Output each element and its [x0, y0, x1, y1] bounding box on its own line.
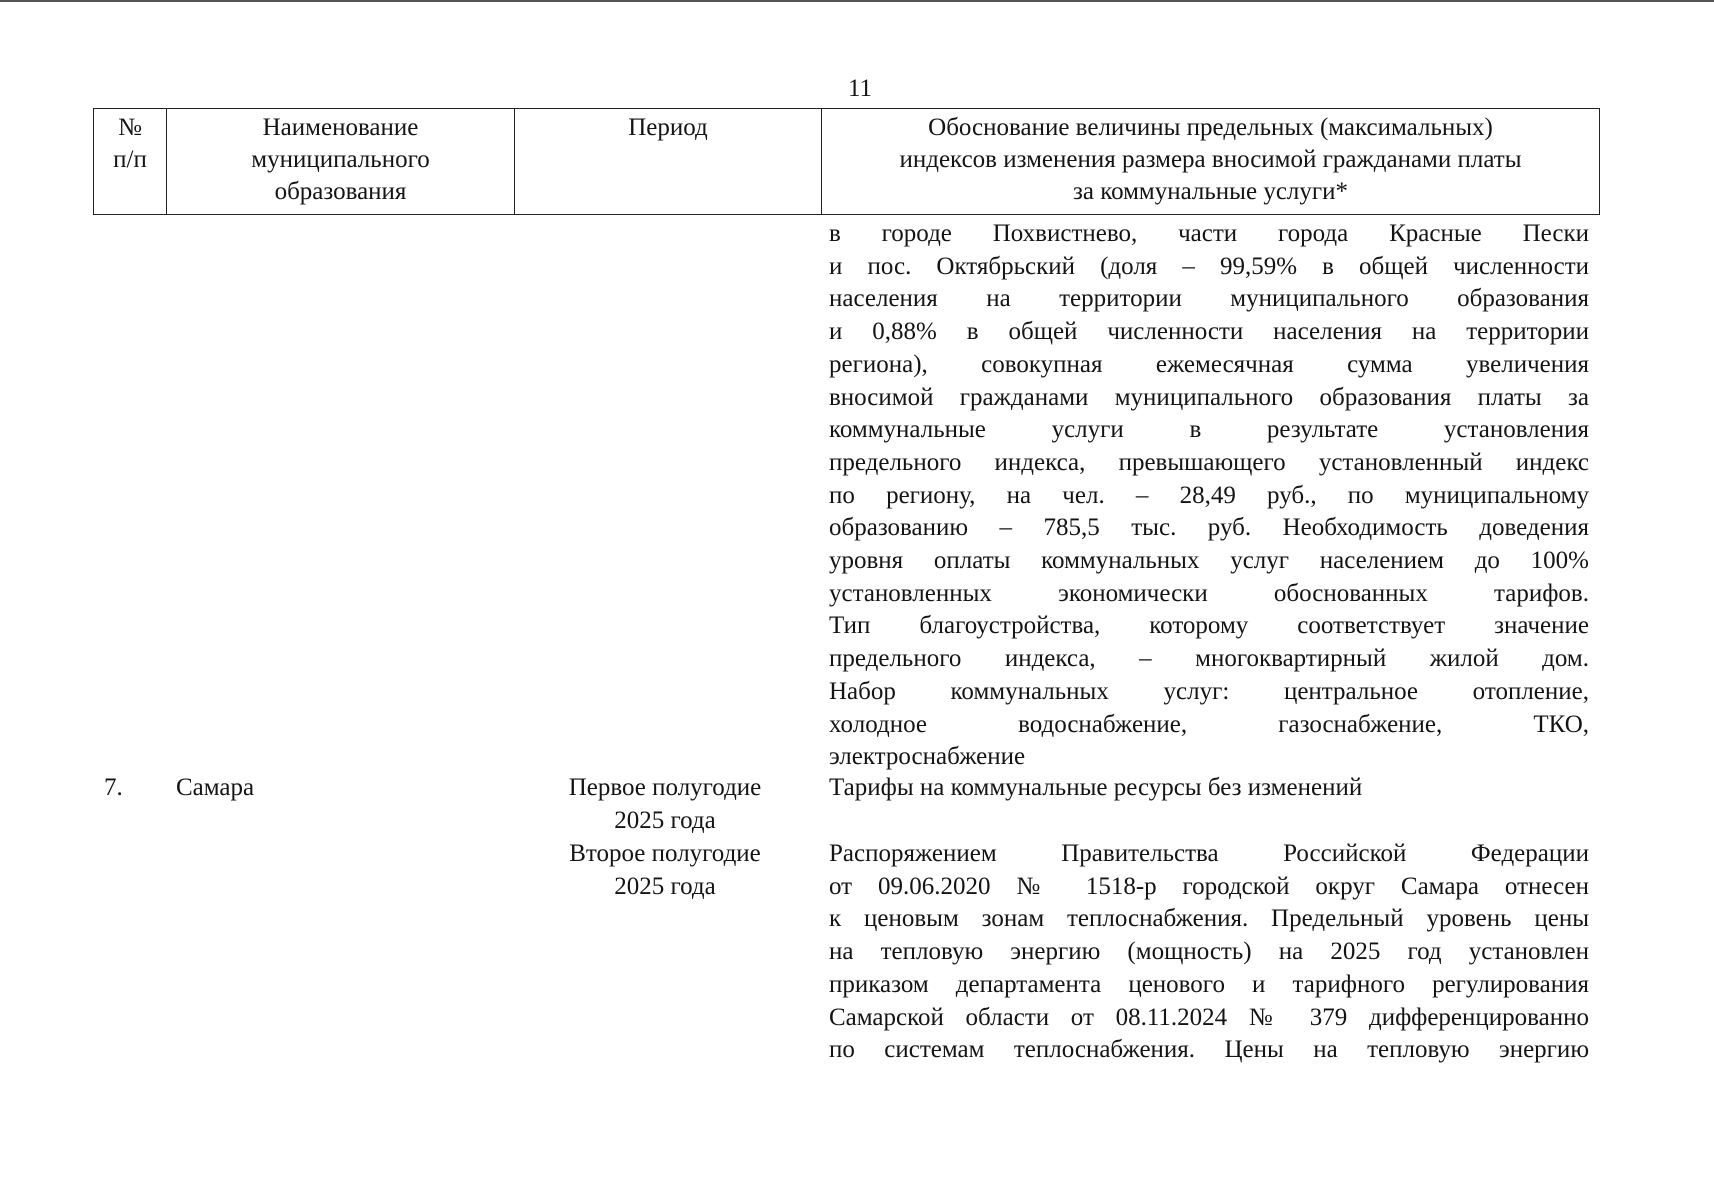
header-text: Наименование	[262, 114, 419, 141]
period-text: 2025 года	[614, 806, 716, 834]
period-second-half	[540, 838, 790, 903]
justification-first-half	[829, 772, 1589, 805]
text-line: электроснабжение	[829, 743, 1026, 771]
page-number: 11	[847, 75, 873, 102]
header-col-name	[167, 109, 515, 214]
table-header	[93, 108, 1600, 215]
header-col-period	[515, 109, 822, 214]
text-line: коммунальные услуги в результате установления	[829, 416, 1589, 444]
header-col-number	[94, 109, 167, 214]
text-line: Распоряжением Правительства Российской Федерации	[829, 840, 1589, 867]
municipality-name: Самара	[176, 774, 255, 801]
text-line: по региону, на чел. – 28,49 руб., по муниципальному	[829, 481, 1589, 509]
text-line: на тепловую энергию (мощность) на 2025 год установлен	[829, 938, 1589, 966]
text-line: вносимой гражданами муниципального образования платы за	[829, 383, 1589, 411]
text-line: региона), совокупная ежемесячная сумма увеличения	[829, 350, 1589, 378]
text-line: образованию – 785,5 тыс. руб. Необходимость доведения	[829, 514, 1589, 542]
period-text: Первое полугодие	[568, 774, 762, 801]
top-border-line	[0, 0, 1714, 2]
header-text: №	[118, 114, 142, 141]
text-line: в городе Похвистнево, части города Красные Пески	[829, 220, 1589, 247]
justification-second-half	[829, 838, 1589, 1067]
text-line: холодное водоснабжение, газоснабжение, ТКО,	[829, 710, 1589, 738]
text-line: по системам теплоснабжения. Цены на тепловую энергию	[829, 1036, 1589, 1064]
period-text: Второе полугодие	[569, 840, 761, 867]
text-line: Самарской области от 08.11.2024 № 379 дифференцированно	[829, 1003, 1589, 1031]
header-text: муниципального	[251, 146, 430, 173]
text-line: к ценовым зонам теплоснабжения. Предельный уровень цены	[829, 905, 1589, 933]
header-text: п/п	[113, 146, 147, 173]
continuation-paragraph	[829, 218, 1589, 774]
period-text: 2025 года	[614, 872, 716, 900]
text-line: приказом департамента ценового и тарифного регулирования	[829, 970, 1589, 998]
header-text: образования	[274, 178, 407, 205]
header-text: Обоснование величины предельных (максимальных)	[928, 114, 1493, 141]
text-line: населения на территории муниципального образования	[829, 285, 1589, 313]
header-text: индексов изменения размера вносимой гражданами платы	[899, 146, 1522, 173]
text-line: и пос. Октябрьский (доля – 99,59% в общей численности	[829, 252, 1589, 280]
row-number: 7.	[104, 774, 123, 801]
header-col-justification	[822, 109, 1599, 214]
text-line: Тип благоустройства, которому соответствует значение	[829, 612, 1589, 640]
text-line: Набор коммунальных услуг: центральное отопление,	[829, 677, 1589, 705]
text-line: Тарифы на коммунальные ресурсы без изменений	[829, 774, 1363, 801]
text-line: предельного индекса, превышающего установленный индекс	[829, 448, 1589, 476]
text-line: установленных экономически обоснованных тарифов.	[829, 579, 1589, 607]
period-first-half	[540, 772, 790, 837]
text-line: и 0,88% в общей численности населения на территории	[829, 318, 1589, 346]
text-line: предельного индекса, – многоквартирный жилой дом.	[829, 645, 1589, 673]
text-line: от 09.06.2020 № 1518-р городской округ Самара отнесен	[829, 872, 1589, 900]
header-text: Период	[628, 114, 708, 141]
header-text: за коммунальные услуги*	[1072, 178, 1349, 205]
text-line: уровня оплаты коммунальных услуг населением до 100%	[829, 547, 1589, 575]
